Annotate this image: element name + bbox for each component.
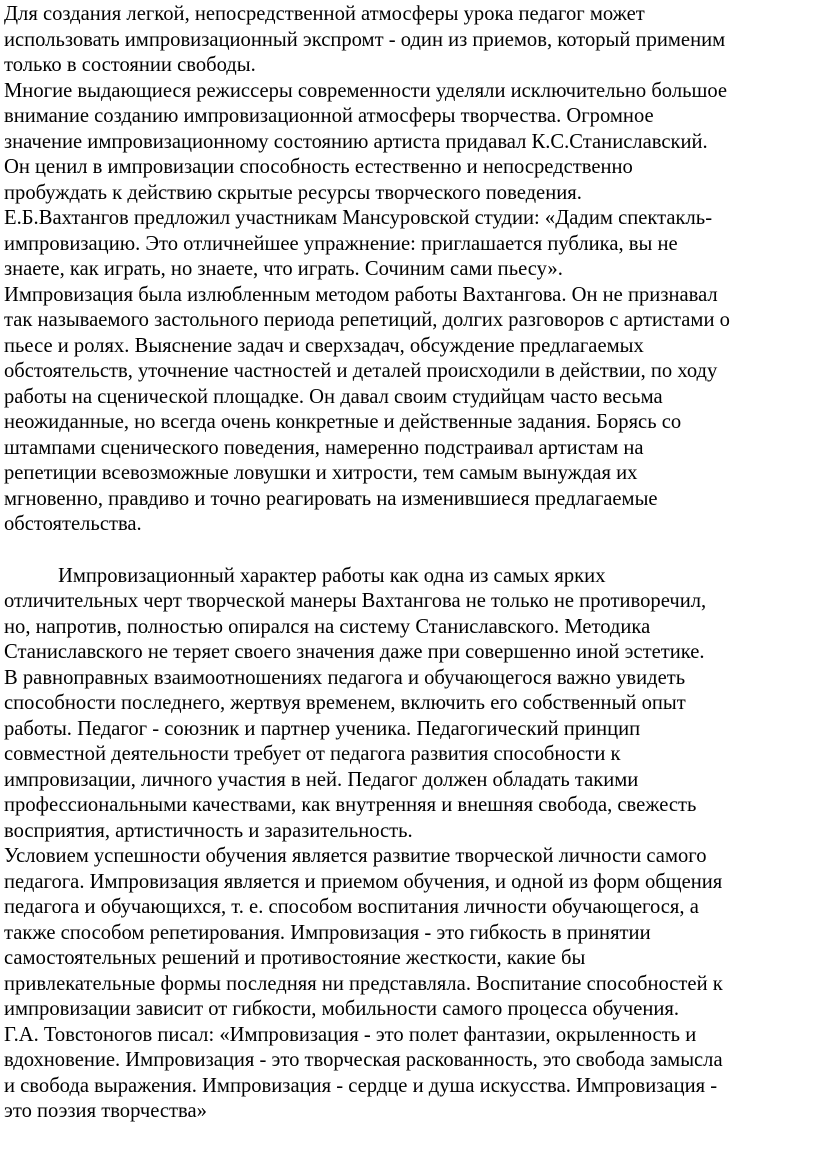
text-line: мгновенно, правдиво и точно реагировать на изменившиеся предлагаемые (4, 487, 658, 510)
text-line: Для создания легкой, непосредственной атмосферы урока педагог может (4, 3, 645, 25)
text-line: импровизации, личного участия в ней. Педагог должен обладать такими (4, 768, 639, 791)
text-line: пьесе и ролях. Выяснение задач и сверхзадач, обсуждение предлагаемых (4, 334, 644, 357)
text-line: только в состоянии свободы. (4, 54, 256, 76)
text-line: импровизацию. Это отличнейшее упражнение: приглашается публика, вы не (4, 232, 678, 255)
paragraph-improvisational-character (4, 564, 816, 666)
text-line: отличительных черт творческой манеры Вахтангова не только не противоречил, (4, 590, 707, 612)
text-line: использовать импровизационный экспромт - один из приемов, который применим (4, 28, 726, 51)
text-line (4, 564, 816, 590)
text-line: восприятия, артистичность и заразительность. (4, 819, 413, 842)
paragraph-vakhtangov-method (4, 283, 816, 538)
text-line: знаете, как играть, но знаете, что играть. Сочиним сами пьесу». (4, 258, 563, 280)
text-line: Многие выдающиеся режиссеры современности уделяли исключительно большое (4, 79, 728, 102)
paragraph-atmosphere (4, 2, 816, 79)
text-line: репетиции всевозможные ловушки и хитрости, тем самым вынуждая их (4, 462, 638, 484)
text-line: штампами сценического поведения, намеренно подстраивал артистам на (4, 436, 644, 459)
text-line: совместной деятельности требует от педагога развития способности к (4, 743, 621, 765)
text-line: но, напротив, полностью опирался на систему Станиславского. Методика (4, 615, 651, 638)
text-line: работы на сценической площадке. Он давал своим студийцам часто весьма (4, 385, 663, 408)
text-line: внимание созданию импровизационной атмосферы творчества. Огромное (4, 105, 654, 127)
paragraph-success-condition (4, 844, 816, 1023)
text-line: работы. Педагог - союзник и партнер ученика. Педагогический принцип (4, 717, 641, 740)
text-line: обстоятельства. (4, 513, 142, 535)
text-line: способности последнего, жертвуя временем, включить его собственный опыт (4, 692, 686, 714)
text-line: обстоятельств, уточнение частностей и деталей происходили в действии, по ходу (4, 360, 718, 382)
text-line: неожиданные, но всегда очень конкретные и действенные задания. Борясь со (4, 411, 682, 433)
text-line: это поэзия творчества» (4, 1100, 207, 1122)
text-line: значение импровизационному состоянию артиста придавал К.С.Станиславский. (4, 130, 708, 153)
text-line: Е.Б.Вахтангов предложил участникам Мансуровской студии: «Дадим спектакль- (4, 207, 713, 229)
text-line-content: Импровизационный характер работы как одна из самых ярких (58, 564, 606, 587)
text-line: педагога. Импровизация является и приемом обучения, и одной из форм общения (4, 870, 723, 893)
text-line: самостоятельных решений и противостояние жесткости, какие бы (4, 947, 586, 969)
text-line: Условием успешности обучения является развитие творческой личности самого (4, 845, 707, 867)
text-line: импровизации зависит от гибкости, мобильности самого процесса обучения. (4, 998, 680, 1020)
paragraph-vakhtangov-quote (4, 206, 816, 283)
text-line: и свобода выражения. Импровизация - сердце и душа искусства. Импровизация - (4, 1074, 718, 1097)
paragraph-spacer (4, 538, 816, 564)
paragraph-equal-relations (4, 666, 816, 845)
text-line: педагога и обучающихся, т. е. способом воспитания личности обучающегося, а (4, 896, 699, 918)
paragraph-directors (4, 79, 816, 207)
text-line: Он ценил в импровизации способность естественно и непосредственно (4, 156, 633, 178)
text-line: В равноправных взаимоотношениях педагога и обучающегося важно увидеть (4, 666, 686, 689)
text-line: Импровизация была излюбленным методом работы Вахтангова. Он не признавал (4, 283, 718, 306)
text-line: также способом репетирования. Импровизация - это гибкость в принятии (4, 921, 651, 944)
text-line: вдохновение. Импровизация - это творческая раскованность, это свобода замысла (4, 1049, 723, 1071)
text-line: привлекательные формы последняя ни представляла. Воспитание способностей к (4, 972, 723, 995)
text-line: Станиславского не теряет своего значения даже при совершенно иной эстетике. (4, 641, 705, 663)
text-line: пробуждать к действию скрытые ресурсы творческого поведения. (4, 181, 582, 204)
text-line: так называемого застольного периода репетиций, долгих разговоров с артистами о (4, 309, 730, 331)
text-line: Г.А. Товстоногов писал: «Импровизация - это полет фантазии, окрыленность и (4, 1023, 697, 1046)
text-line: профессиональными качествами, как внутренняя и внешняя свобода, свежесть (4, 794, 697, 816)
paragraph-tovstonogov-quote (4, 1023, 816, 1125)
